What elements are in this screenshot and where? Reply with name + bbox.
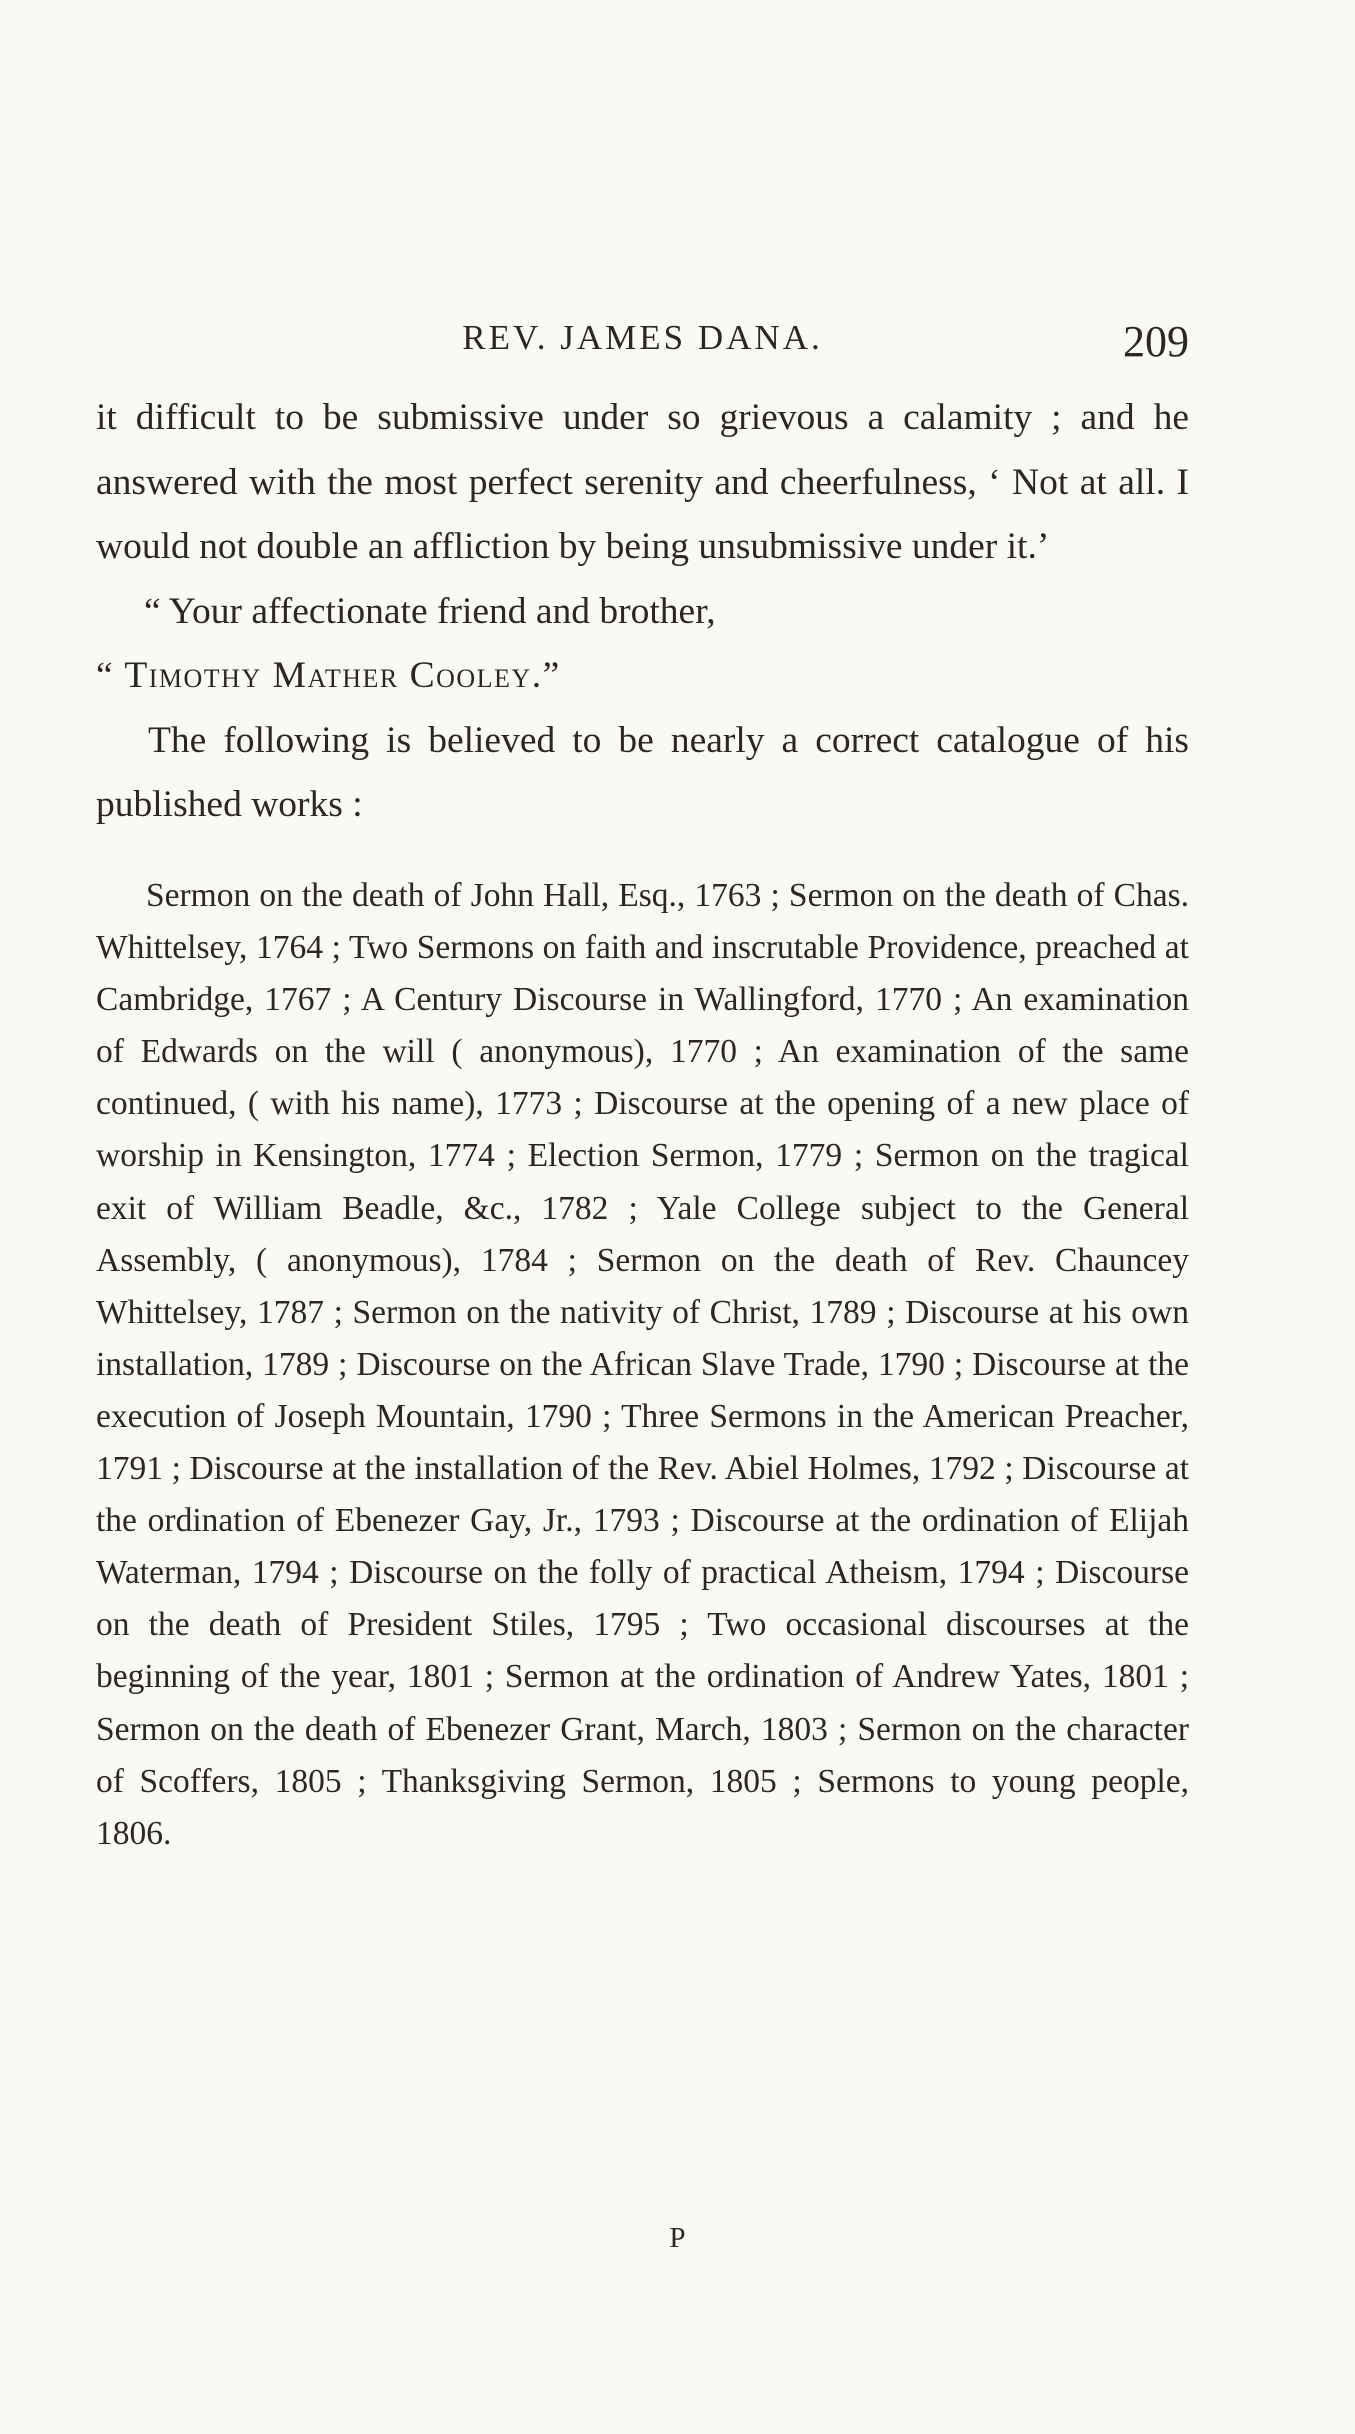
published-works-catalogue: Sermon on the death of John Hall, Esq., 1763 ; Sermon on the death of Chas. Whittelsey, 1764 ; Two Sermons on faith and inscrutable Providence, preached at Cambridge, 1767 ; A Century Discourse in Wallingford, 1770 ; An examination of Edwards on the will ( anonymous), 1770 ; An examination of the same continued, ( with his name), 1773 ; Discourse at the opening of a new place of worship in Kensington, 1774 ; Election Sermon, 1779 ; Sermon on the tragical exit of William Beadle, &c., 1782 ; Yale College subject to the General Assembly, ( anonymous), 1784 ; Sermon on the death of Rev. Chauncey Whittelsey, 1787 ; Sermon on the nativity of Christ, 1789 ; Discourse at his own installation, 1789 ; Discourse on the African Slave Trade, 1790 ; Discourse at the execution of Joseph Mountain, 1790 ; Three Sermons in the American Preacher, 1791 ; Discourse at the installation of the Rev. Abiel Holmes, 1792 ; Discourse at the ordination of Ebenezer Gay, Jr., 1793 ; Discourse at the ordination of Elijah Waterman, 1794 ; Discourse on the folly of practical Atheism, 1794 ; Discourse on the death of President Stiles, 1795 ; Two occasional discourses at the beginning of the year, 1801 ; Sermon at the ordination of Andrew Yates, 1801 ; Sermon on the death of Ebenezer Grant, March, 1803 ; Sermon on the character of Scoffers, 1805 ; Thanksgiving Sermon, 1805 ; Sermons to young people, 1806.: [96, 877, 1189, 1852]
page-number: 209: [1123, 317, 1189, 366]
signature-mark: P: [669, 2222, 686, 2254]
body-text: [96, 386, 1189, 838]
letter-signature: “ Timothy Mather Cooley.”: [96, 655, 561, 696]
paragraph-letter-end: it difficult to be submissive under so grievous a calamity ; and he answered with the most perfect serenity and cheerfulness, ‘ Not at all. I would not double an affliction by being unsubmissive under it.’: [96, 397, 1189, 567]
paragraph-catalogue-intro: The following is believed to be nearly a correct catalogue of his published works :: [96, 719, 1189, 825]
running-head: [96, 318, 1189, 378]
running-title: REV. JAMES DANA.: [462, 318, 823, 357]
letter-closing: “ Your affectionate friend and brother,: [144, 590, 716, 632]
